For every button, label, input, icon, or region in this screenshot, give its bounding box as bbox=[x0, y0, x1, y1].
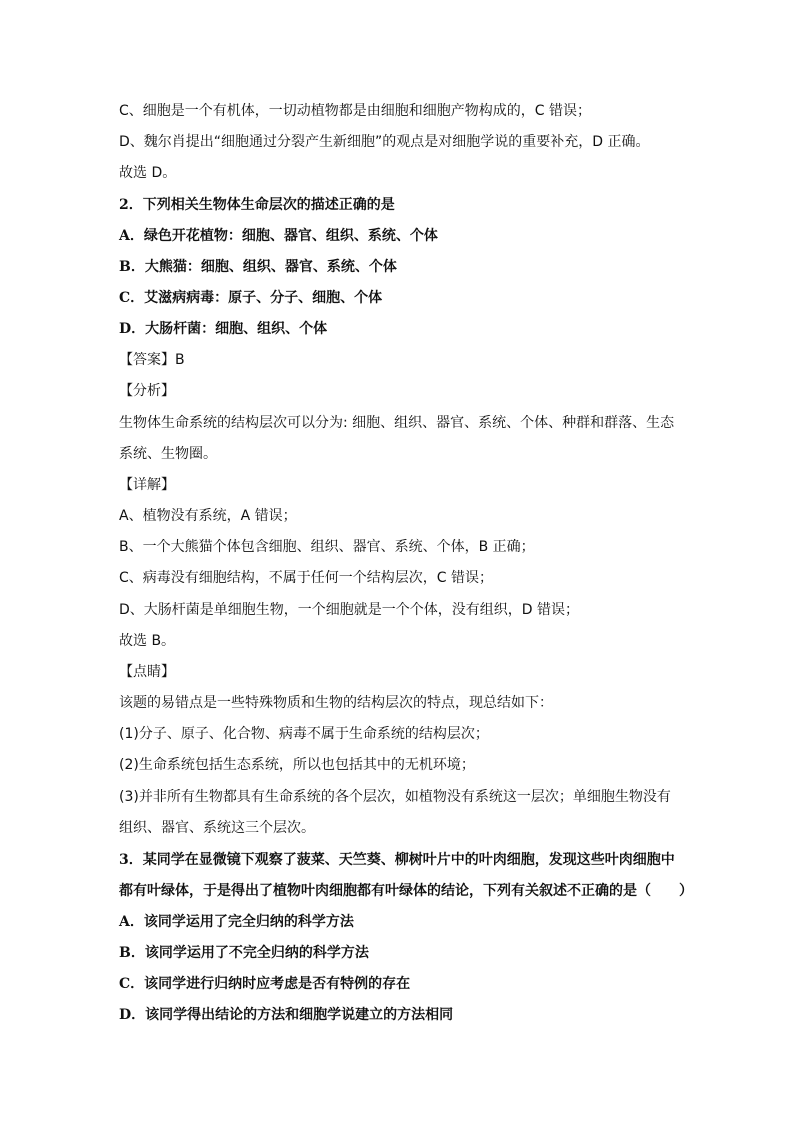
question-3-option-b: B．该同学运用了不完全归纳的科学方法 bbox=[119, 945, 369, 961]
analysis-text-1: 生物体生命系统的结构层次可以分为: 细胞、组织、器官、系统、个体、种群和群落、生态 bbox=[119, 415, 675, 431]
detail-line-b: B、一个大熊猫个体包含细胞、组织、器官、系统、个体，B 正确； bbox=[119, 539, 535, 555]
answer-line: 【答案】B bbox=[119, 352, 185, 368]
detail-choose: 故选 B。 bbox=[119, 633, 176, 649]
point-line-3: (2)生命系统包括生态系统，所以也包括其中的无机环境； bbox=[119, 757, 475, 773]
point-line-1: 该题的易错点是一些特殊物质和生物的结构层次的特点，现总结如下： bbox=[119, 695, 553, 711]
question-2-option-b: B．大熊猫：细胞、组织、器官、系统、个体 bbox=[119, 259, 397, 275]
detail-line-c: C、病毒没有细胞结构，不属于任何一个结构层次，C 错误； bbox=[119, 570, 493, 586]
question-3-stem-1: 3．某同学在显微镜下观察了菠菜、天竺葵、柳树叶片中的叶肉细胞，发现这些叶肉细胞中 bbox=[119, 852, 675, 868]
analysis-text-2: 系统、生物圈。 bbox=[119, 446, 217, 462]
question-2-option-c: C．艾滋病病毒：原子、分子、细胞、个体 bbox=[119, 290, 383, 306]
detail-heading: 【详解】 bbox=[119, 477, 175, 493]
point-line-2: (1)分子、原子、化合物、病毒不属于生命系统的结构层次； bbox=[119, 726, 489, 742]
question-2-option-a: A．绿色开花植物：细胞、器官、组织、系统、个体 bbox=[119, 228, 438, 244]
question-3-option-a: A．该同学运用了完全归纳的科学方法 bbox=[119, 914, 354, 930]
detail-line-a: A、植物没有系统，A 错误； bbox=[119, 508, 297, 524]
intro-option-c: C、细胞是一个有机体，一切动植物都是由细胞和细胞产物构成的，C 错误； bbox=[119, 103, 591, 119]
point-heading: 【点睛】 bbox=[119, 664, 175, 680]
analysis-heading: 【分析】 bbox=[119, 383, 175, 399]
question-3-stem-2: 都有叶绿体，于是得出了植物叶肉细胞都有叶绿体的结论，下列有关叙述不正确的是（ ） bbox=[119, 883, 693, 899]
intro-option-d: D、魏尔肖提出“细胞通过分裂产生新细胞”的观点是对细胞学说的重要补充，D 正确。 bbox=[119, 134, 650, 150]
point-line-4: (3)并非所有生物都具有生命系统的各个层次，如植物没有系统这一层次；单细胞生物没有 bbox=[119, 789, 671, 805]
question-2-option-d: D．大肠杆菌：细胞、组织、个体 bbox=[119, 321, 328, 337]
question-2-stem: 2．下列相关生物体生命层次的描述正确的是 bbox=[119, 197, 395, 213]
question-3-option-d: D．该同学得出结论的方法和细胞学说建立的方法相同 bbox=[119, 1007, 454, 1023]
detail-line-d: D、大肠杆菌是单细胞生物，一个细胞就是一个个体，没有组织，D 错误； bbox=[119, 602, 580, 618]
intro-choose: 故选 D。 bbox=[119, 165, 177, 181]
point-line-5: 组织、器官、系统这三个层次。 bbox=[119, 820, 315, 836]
question-3-option-c: C．该同学进行归纳时应考虑是否有特例的存在 bbox=[119, 976, 411, 992]
